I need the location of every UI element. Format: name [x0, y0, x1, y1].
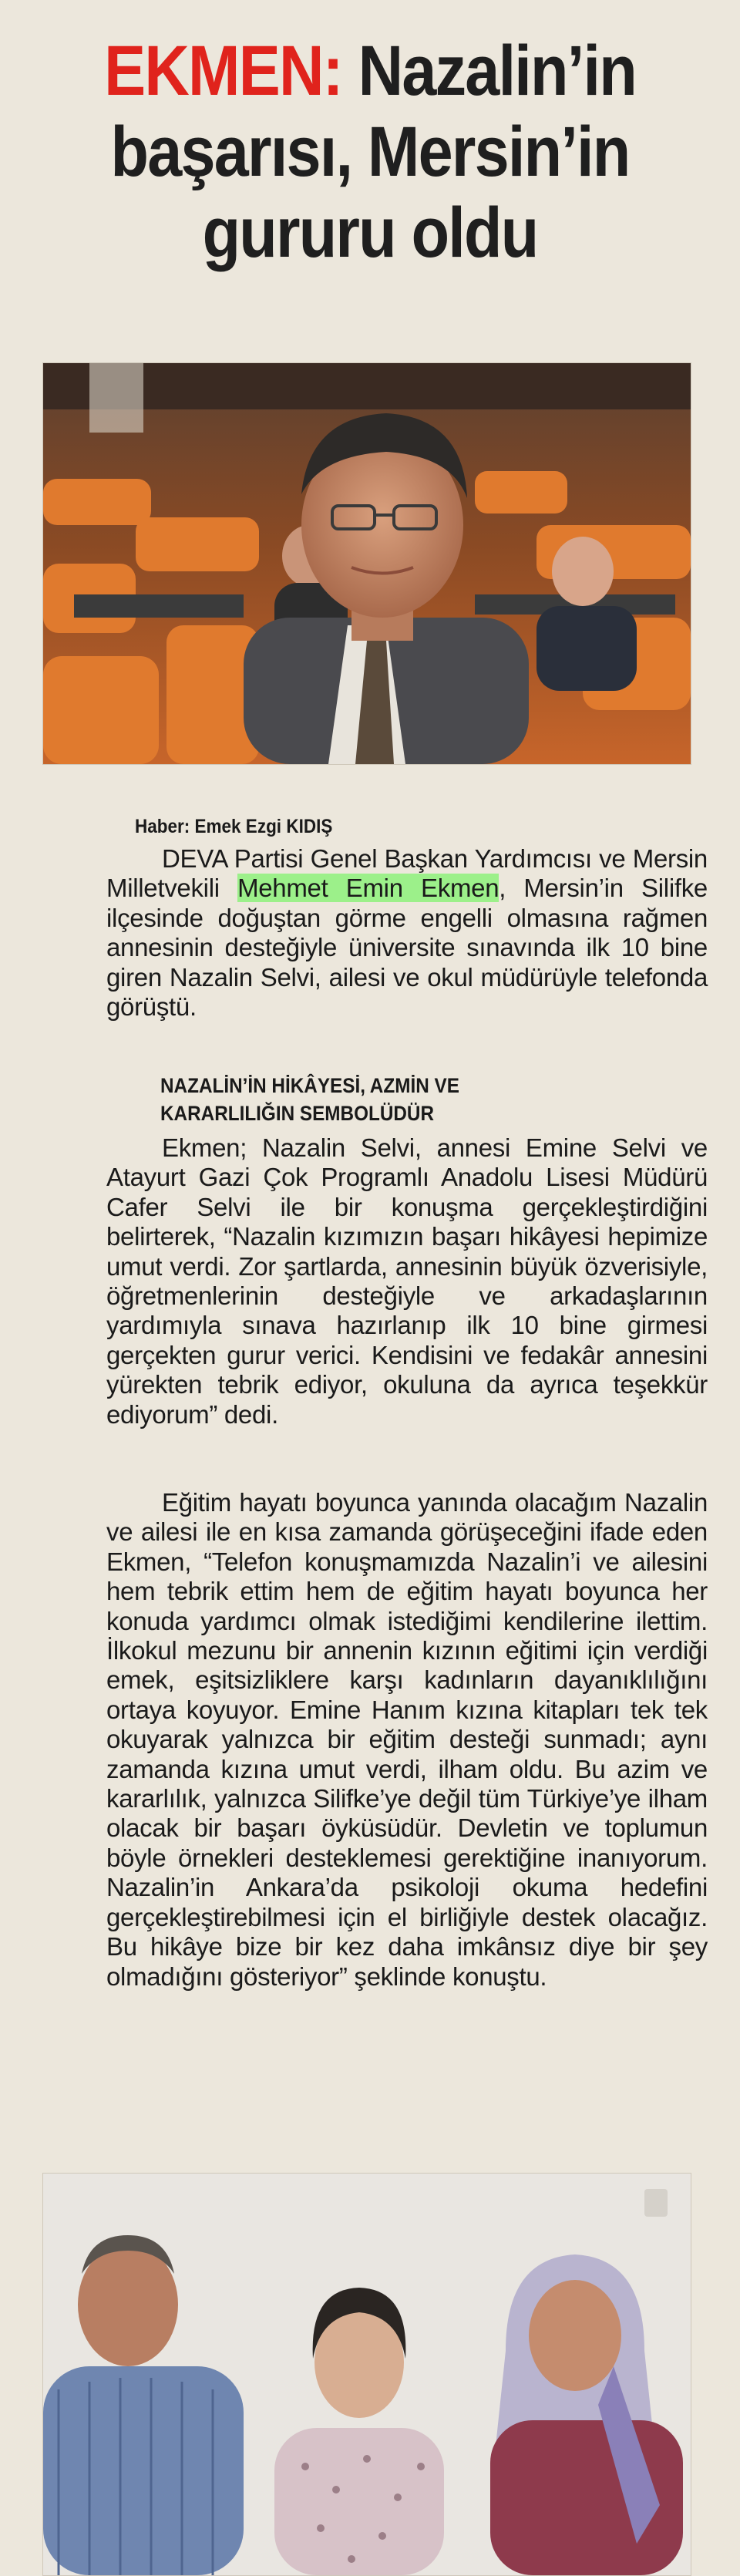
paragraph-2 [106, 1133, 708, 1429]
portrait-photo-illustration [43, 363, 691, 764]
newspaper-clipping [15, 0, 725, 2574]
family-photo [42, 2173, 691, 2576]
intro-before: DEVA Partisi Genel Başkan Yardımcısı ve Mersin Milletvekili [106, 844, 708, 903]
family-photo-illustration [43, 2174, 691, 2575]
headline-name: EKMEN: [104, 32, 342, 110]
headline-line-1-rest: Nazalin’in [358, 32, 636, 110]
intro-paragraph [106, 844, 708, 1022]
headline [79, 31, 662, 274]
paragraph-3-text: Eğitim hayatı boyunca yanında olacağım Nazalin ve ailesi ile en kısa zamanda görüşeceğini ifade eden Ekmen, “Telefon konuşmamızda Nazalin’i ve ailesini hem tebrik ettim hem de eğitim hayatı boyunca her konuda yardımcı olmak istediğimi kendilerine ilettim. İlkokul mezunu bir annenin kızının eğitimi için verdiği emek, eşitsizliklere karşı kadınların dayanıklılığını ortaya koyuyor. Emine Hanım kızına kitapları tek tek okuyarak yalnızca bir eğitim desteği sunmadı; aynı zamanda kızına umut verdi, ilham oldu. Bu azim ve kararlılık, yalnızca Silifke’ye değil tüm Türkiye’ye ilham olacak bir başarı öyküsüdür. Devletin ve toplumun böyle örnekleri desteklemesi gerektiğine inanıyorum. Nazalin’in Ankara’da psikoloji okuma hedefini gerçekleştirebilmesi için el birliğiyle destek olacağız. Bu hikâye bize bir kez daha imkânsız diye bir şey olmadığını gösteriyor” şeklinde konuştu. [106, 1488, 708, 1991]
paragraph-2-text: Ekmen; Nazalin Selvi, annesi Emine Selvi ve Atayurt Gazi Çok Programlı Anadolu Lisesi Müdürü Cafer Selvi ile bir konuşma gerçekleştirdiğini belirterek, “Nazalin kızımızın başarı hikâyesi hepimize umut verdi. Zor şartlarda, annesinin büyük özverisiyle, öğretmenlerinin desteğiyle ve arkadaşlarının yardımıyla sınava hazırlanıp ilk 10 bine girmesi gerçekten gurur verici. Kendisini ve fedakâr annesini yürekten tebrik ediyor, okuluna da ayrıca teşekkür ediyorum” dedi. [106, 1133, 708, 1429]
intro-text [106, 844, 708, 1022]
intro-after: , Mersin’in Silifke ilçesinde doğuştan görme engelli olmasına rağmen annesinin desteğiyle üniversite sınavında ilk 10 bine giren Nazalin Selvi, ailesi ve okul müdürüyle telefonda görüştü. [106, 874, 708, 1022]
paragraph-3 [106, 1488, 708, 1992]
highlighted-name: Mehmet Emin Ekmen [237, 874, 500, 903]
byline: Haber: Emek Ezgi KIDIŞ [135, 816, 333, 837]
headline-line-1 [79, 31, 662, 112]
headline-line-3: gururu oldu [202, 194, 538, 272]
headline-line-2: başarısı, Mersin’in [110, 113, 630, 191]
portrait-photo [42, 362, 691, 765]
section-subhead: NAZALİN’İN HİKÂYESİ, AZMİN VE KARARLILIĞIN SEMBOLÜDÜR [160, 1074, 459, 1125]
